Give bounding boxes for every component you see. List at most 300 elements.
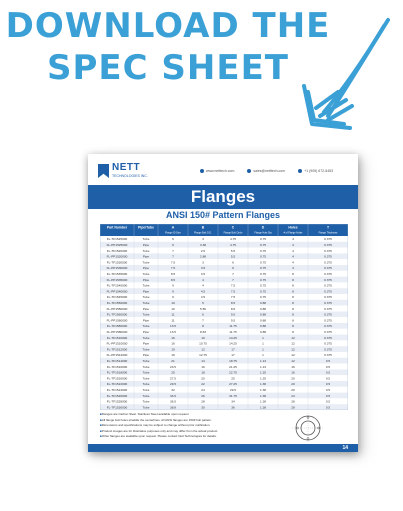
table-cell: 0.375: [324, 335, 332, 340]
table-cell: 16: [171, 335, 175, 340]
table-cell: 17: [231, 347, 235, 352]
table-cell: 5.5: [230, 254, 236, 259]
flange-spec-table: [100, 224, 348, 410]
table-cell: FL-TF1528000: [106, 399, 128, 404]
table-cell: FL-TF1530000: [106, 405, 128, 410]
table-cell: 8: [202, 324, 204, 329]
table-cell: 7.5: [230, 283, 236, 288]
table-cell: Tube: [142, 358, 150, 363]
headline-line-1: DOWNLOAD THE: [5, 6, 331, 46]
table-cell: FL-PP1512000: [106, 353, 128, 358]
table-cell: Tube: [142, 393, 150, 398]
table-row: [100, 236, 348, 242]
contact-phone: +1 (905) 672-5453: [304, 169, 334, 173]
sheet-subtitle: ANSI 150# Pattern Flanges: [165, 210, 281, 220]
table-cell: FL-TF1535000: [106, 271, 128, 276]
table-cell: 5: [202, 300, 204, 305]
table-cell: 3.5: [200, 266, 206, 271]
table-cell: 0.75: [259, 266, 267, 271]
table-cell: 3: [202, 237, 204, 242]
table-cell: 8.63: [199, 329, 207, 334]
table-cell: 25: [171, 370, 175, 375]
table-cell: 36.5: [169, 399, 177, 404]
table-cell: 1.38: [259, 405, 267, 410]
phone-icon: [298, 169, 302, 173]
table-cell: 0.375: [324, 295, 332, 300]
table-cell: 7: [172, 254, 174, 259]
table-cell: 10.75: [199, 341, 207, 346]
column-header: C: [231, 225, 235, 230]
table-cell: 27.5: [169, 376, 177, 381]
table-cell: 0.375: [324, 289, 332, 294]
table-row: [100, 352, 348, 358]
table-cell: Tube: [142, 370, 150, 375]
table-cell: 8: [292, 329, 294, 334]
table-cell: Tube: [142, 399, 150, 404]
table-cell: 16: [171, 341, 175, 346]
table-cell: FL-PP1510000: [106, 341, 128, 346]
table-cell: 14.25: [229, 341, 237, 346]
table-cell: 20: [201, 376, 205, 381]
table-cell: 9.5: [230, 312, 236, 317]
table-cell: 4.5: [200, 295, 206, 300]
table-cell: 12: [201, 347, 205, 352]
table-row: [100, 282, 348, 288]
table-cell: 27.25: [229, 382, 237, 387]
table-cell: 0.375: [324, 353, 332, 358]
table-cell: Tube: [142, 382, 150, 387]
table-cell: 2.88: [199, 254, 207, 259]
table-cell: 0.5: [325, 376, 331, 381]
table-cell: 5.56: [199, 306, 207, 311]
table-cell: 26: [201, 393, 205, 398]
table-cell: 34: [231, 399, 235, 404]
table-cell: 8: [292, 295, 294, 300]
table-cell: 0.88: [259, 300, 267, 305]
table-cell: 0.75: [259, 248, 267, 253]
table-cell: 11.75: [229, 324, 237, 329]
column-header: Holes: [288, 225, 298, 230]
table-cell: FL-PP1520000: [106, 254, 128, 259]
table-cell: 1.13: [259, 358, 267, 363]
table-cell: 9: [172, 289, 174, 294]
table-row: [100, 358, 348, 364]
table-cell: FL-TF1512000: [106, 347, 128, 352]
table-cell: 7.5: [230, 289, 236, 294]
table-cell: 0.5: [325, 364, 331, 369]
table-cell: 0.75: [259, 237, 267, 242]
notes-list: [100, 412, 270, 440]
web-icon: [200, 169, 204, 173]
table-cell: 13.5: [169, 324, 177, 329]
table-cell: 8.5: [230, 300, 236, 305]
table-cell: 1.38: [259, 393, 267, 398]
table-cell: Pipe: [142, 341, 150, 346]
table-row: [100, 277, 348, 283]
table-cell: Tube: [142, 364, 150, 369]
table-cell: 5.5: [230, 248, 236, 253]
table-row: [100, 259, 348, 265]
table-cell: Tube: [142, 376, 150, 381]
table-cell: Tube: [142, 335, 150, 340]
table-cell: 1: [262, 335, 264, 340]
table-cell: 0.375: [324, 347, 332, 352]
table-row: [100, 398, 348, 404]
table-row: [100, 364, 348, 370]
column-subheader: Flange Bolt O.D.: [194, 231, 212, 235]
table-row: [100, 271, 348, 277]
table-row: [100, 381, 348, 387]
column-header: A: [171, 225, 175, 230]
table-cell: 0.375: [324, 242, 332, 247]
column-subheader: # of Flange Holes: [283, 231, 303, 235]
table-cell: 1: [262, 347, 264, 352]
table-cell: FL-PP1530000: [106, 266, 128, 271]
table-cell: 0.5: [325, 358, 331, 363]
table-cell: Tube: [142, 237, 150, 242]
note-item: ■ Flanges are Carbon Steel. Stainless Steel available upon request: [100, 412, 270, 418]
table-cell: 0.375: [324, 329, 332, 334]
flange-diagram-icon: [289, 412, 327, 444]
table-cell: 0.75: [259, 254, 267, 259]
column-header: Pipe/Tube: [138, 225, 154, 230]
sheet-footer: [88, 444, 358, 452]
table-cell: 17: [231, 353, 235, 358]
table-cell: Tube: [142, 300, 150, 305]
table-cell: 8: [292, 300, 294, 305]
nett-logo: [98, 163, 150, 181]
table-cell: 4: [292, 242, 294, 247]
table-cell: FL-PP1550000: [106, 306, 128, 311]
table-cell: Pipe: [142, 277, 150, 282]
table-row: [100, 340, 348, 346]
email-icon: [247, 169, 251, 173]
nett-logo-mark-icon: [98, 164, 109, 178]
table-cell: 8: [292, 312, 294, 317]
sheet-title: Flanges: [88, 185, 358, 209]
table-cell: 8.5: [170, 277, 176, 282]
table-cell: 3.5: [200, 271, 206, 276]
table-cell: 0.375: [324, 318, 332, 323]
table-cell: 9: [172, 283, 174, 288]
table-cell: 4: [292, 260, 294, 265]
table-cell: 7.5: [170, 260, 176, 265]
table-cell: 4: [292, 266, 294, 271]
table-row: [100, 306, 348, 312]
table-cell: 0.88: [259, 329, 267, 334]
table-cell: 1.38: [259, 382, 267, 387]
table-cell: 6: [172, 237, 174, 242]
flange-spec-table-grid: [100, 224, 348, 410]
hand-drawn-arrow-icon: [288, 12, 400, 138]
table-cell: 10: [171, 300, 175, 305]
table-cell: 8: [292, 318, 294, 323]
table-cell: 4: [292, 237, 294, 242]
table-cell: 7.5: [170, 266, 176, 271]
table-row: [100, 393, 348, 399]
table-row: [100, 253, 348, 259]
table-cell: Pipe: [142, 353, 150, 358]
table-cell: 29.5: [169, 382, 177, 387]
table-cell: 0.5: [325, 387, 331, 392]
table-cell: 0.88: [259, 318, 267, 323]
column-header: Part Number: [106, 225, 128, 230]
table-cell: FL-TF1524000: [106, 387, 128, 392]
page-number: 14: [342, 445, 348, 451]
table-cell: FL-TF1550000: [106, 300, 128, 305]
spec-sheet-preview[interactable]: [88, 154, 358, 452]
table-cell: 7: [202, 318, 204, 323]
column-subheader: Flange Bolt Circle: [223, 231, 243, 235]
table-cell: 0.75: [259, 242, 267, 247]
column-subheader: Flange Hole Dia: [254, 231, 272, 235]
table-cell: 0.375: [324, 237, 332, 242]
table-cell: 7: [232, 277, 234, 282]
table-cell: 4: [292, 248, 294, 253]
table-cell: FL-PP1580000: [106, 329, 128, 334]
table-row: [100, 404, 348, 410]
table-cell: 28: [201, 399, 205, 404]
table-cell: 8.5: [170, 271, 176, 276]
table-cell: 28: [291, 399, 295, 404]
table-cell: 18: [201, 370, 205, 375]
table-cell: 23.5: [169, 364, 177, 369]
table-cell: 12: [291, 341, 295, 346]
table-cell: 25: [231, 376, 235, 381]
table-row: [100, 294, 348, 300]
table-cell: Tube: [142, 405, 150, 410]
table-cell: 6: [172, 242, 174, 247]
table-row: [100, 288, 348, 294]
table-cell: 34.5: [169, 393, 177, 398]
table-cell: 11.75: [229, 329, 237, 334]
table-cell: Pipe: [142, 329, 150, 334]
table-cell: FL-TF1518000: [106, 370, 128, 375]
table-cell: 13.5: [169, 329, 177, 334]
note-item: ■ All flange bolt holes straddle the centerlines. All ANSI flanges are 150# bolt pattern.: [100, 418, 270, 424]
table-row: [100, 242, 348, 248]
table-cell: 36: [231, 405, 235, 410]
table-cell: 7.5: [230, 295, 236, 300]
table-cell: 3: [202, 260, 204, 265]
table-cell: 14: [201, 358, 205, 363]
table-cell: 7: [172, 248, 174, 253]
table-cell: 0.375: [324, 260, 332, 265]
table-cell: 18.75: [229, 358, 237, 363]
table-cell: Tube: [142, 347, 150, 352]
table-cell: 22: [201, 382, 205, 387]
table-cell: 0.375: [324, 341, 332, 346]
table-cell: 6: [232, 260, 234, 265]
table-cell: 0.88: [259, 306, 267, 311]
table-row: [100, 369, 348, 375]
table-cell: FL-TF1545000: [106, 295, 128, 300]
table-cell: 8: [292, 306, 294, 311]
headline-line-2: SPEC SHEET: [46, 48, 289, 88]
table-row: [100, 311, 348, 317]
table-cell: 19: [171, 347, 175, 352]
logo-tagline: TECHNOLOGIES INC.: [112, 174, 148, 178]
column-subheader: Flange Thickness: [318, 231, 338, 235]
table-cell: 0.375: [324, 248, 332, 253]
table-cell: 20: [291, 376, 295, 381]
table-cell: 12: [291, 358, 295, 363]
table-cell: 24: [291, 393, 295, 398]
table-row: [100, 323, 348, 329]
table-cell: 4.5: [200, 289, 206, 294]
table-cell: Pipe: [142, 254, 150, 259]
table-cell: 0.88: [259, 312, 267, 317]
table-cell: 12.75: [199, 353, 207, 358]
table-cell: Pipe: [142, 306, 150, 311]
table-cell: 38.8: [169, 405, 177, 410]
table-cell: 0.375: [324, 254, 332, 259]
table-row: [100, 329, 348, 335]
table-cell: 4.75: [229, 242, 237, 247]
logo-name: NETT: [112, 162, 141, 173]
table-cell: Tube: [142, 260, 150, 265]
table-cell: 0.375: [324, 300, 332, 305]
table-cell: 2.5: [200, 248, 206, 253]
table-cell: 8: [292, 271, 294, 276]
table-cell: 21.25: [229, 364, 237, 369]
table-cell: FL-TF1516000: [106, 364, 128, 369]
table-cell: 0.5: [325, 399, 331, 404]
table-cell: 0.75: [259, 260, 267, 265]
table-cell: 12: [291, 353, 295, 358]
table-cell: 0.75: [259, 295, 267, 300]
table-cell: FL-PP1525000: [106, 242, 128, 247]
table-cell: 0.375: [324, 312, 332, 317]
table-cell: 20: [291, 382, 295, 387]
table-cell: Tube: [142, 248, 150, 253]
table-cell: 7: [232, 271, 234, 276]
table-cell: Tube: [142, 387, 150, 392]
column-subheader: Flange ID Size: [165, 231, 181, 235]
table-cell: Pipe: [142, 318, 150, 323]
table-cell: 22.75: [229, 370, 237, 375]
table-cell: 24: [201, 387, 205, 392]
table-cell: 0.88: [259, 324, 267, 329]
table-row: [100, 300, 348, 306]
table-cell: 0.375: [324, 324, 332, 329]
note-item: ■ Dimensions and specifications may be subject to change without prior notification.: [100, 423, 270, 429]
table-cell: FL-PP1535000: [106, 277, 128, 282]
table-cell: 0.75: [259, 277, 267, 282]
table-cell: 0.375: [324, 277, 332, 282]
table-row: [100, 335, 348, 341]
table-cell: FL-TF1540000: [106, 283, 128, 288]
table-cell: 6: [202, 312, 204, 317]
table-cell: 32: [171, 387, 175, 392]
table-cell: Tube: [142, 271, 150, 276]
table-cell: FL-TF1514000: [106, 358, 128, 363]
table-cell: FL-TF1580000: [106, 324, 128, 329]
table-cell: 6: [232, 266, 234, 271]
table-cell: FL-TF1526000: [106, 393, 128, 398]
table-cell: 0.375: [324, 266, 332, 271]
table-cell: 11: [171, 312, 175, 317]
table-cell: 14.25: [229, 335, 237, 340]
column-header: T: [326, 225, 330, 230]
contact-email: sales@netttech.com: [253, 169, 286, 173]
table-cell: 4: [202, 283, 204, 288]
table-row: [100, 387, 348, 393]
table-cell: 10: [171, 306, 175, 311]
table-cell: 1: [262, 353, 264, 358]
column-header: B: [201, 225, 205, 230]
table-cell: 8: [292, 277, 294, 282]
table-cell: 1.38: [259, 387, 267, 392]
table-row: [100, 346, 348, 352]
table-cell: FL-TF1520000: [106, 248, 128, 253]
table-cell: 16: [201, 364, 205, 369]
table-cell: Pipe: [142, 266, 150, 271]
table-cell: 0.5: [325, 370, 331, 375]
table-cell: 9.5: [230, 318, 236, 323]
note-item: ■ Other flanges are available upon request. Please contact Nett Technologies for details.: [100, 434, 270, 440]
table-cell: 8.5: [230, 306, 236, 311]
table-cell: 1.25: [259, 370, 267, 375]
table-cell: 8: [292, 324, 294, 329]
contact-info: [200, 169, 345, 173]
table-cell: 19: [171, 353, 175, 358]
table-cell: FL-TF1525000: [106, 237, 128, 242]
table-cell: 4.75: [229, 237, 237, 242]
table-cell: 30: [201, 405, 205, 410]
table-cell: 1.38: [259, 399, 267, 404]
table-cell: 0.75: [259, 283, 267, 288]
note-item: ■ Product images are for illustrative purposes only and may differ from the actual product.: [100, 429, 270, 435]
table-cell: 3.38: [199, 242, 207, 247]
table-cell: FL-PP1540000: [106, 289, 128, 294]
table-cell: 0.375: [324, 306, 332, 311]
table-cell: 12: [291, 335, 295, 340]
table-cell: 9: [172, 295, 174, 300]
table-cell: 31.75: [229, 393, 237, 398]
table-cell: 4: [292, 254, 294, 259]
table-cell: Tube: [142, 312, 150, 317]
table-cell: 16: [291, 364, 295, 369]
table-cell: Tube: [142, 324, 150, 329]
table-cell: FL-TF1522000: [106, 382, 128, 387]
table-cell: Tube: [142, 295, 150, 300]
table-cell: FL-TF1520000: [106, 376, 128, 381]
table-cell: FL-TF1560000: [106, 312, 128, 317]
table-cell: 20: [291, 387, 295, 392]
table-cell: 0.375: [324, 283, 332, 288]
table-cell: 1.25: [259, 376, 267, 381]
table-cell: 11: [171, 318, 175, 323]
table-cell: 0.375: [324, 271, 332, 276]
table-cell: Pipe: [142, 289, 150, 294]
table-cell: 0.5: [325, 393, 331, 398]
table-row: [100, 317, 348, 323]
table-cell: FL-TF1510000: [106, 335, 128, 340]
table-cell: 8: [292, 283, 294, 288]
table-cell: 10: [201, 335, 205, 340]
table-cell: 8: [292, 289, 294, 294]
table-cell: FL-TF1530000: [106, 260, 128, 265]
table-row: [100, 248, 348, 254]
table-cell: Pipe: [142, 242, 150, 247]
table-row: [100, 265, 348, 271]
table-cell: 1: [262, 341, 264, 346]
table-cell: 0.75: [259, 271, 267, 276]
table-cell: 0.5: [325, 405, 331, 410]
table-row: [100, 375, 348, 381]
table-cell: 21: [171, 358, 175, 363]
